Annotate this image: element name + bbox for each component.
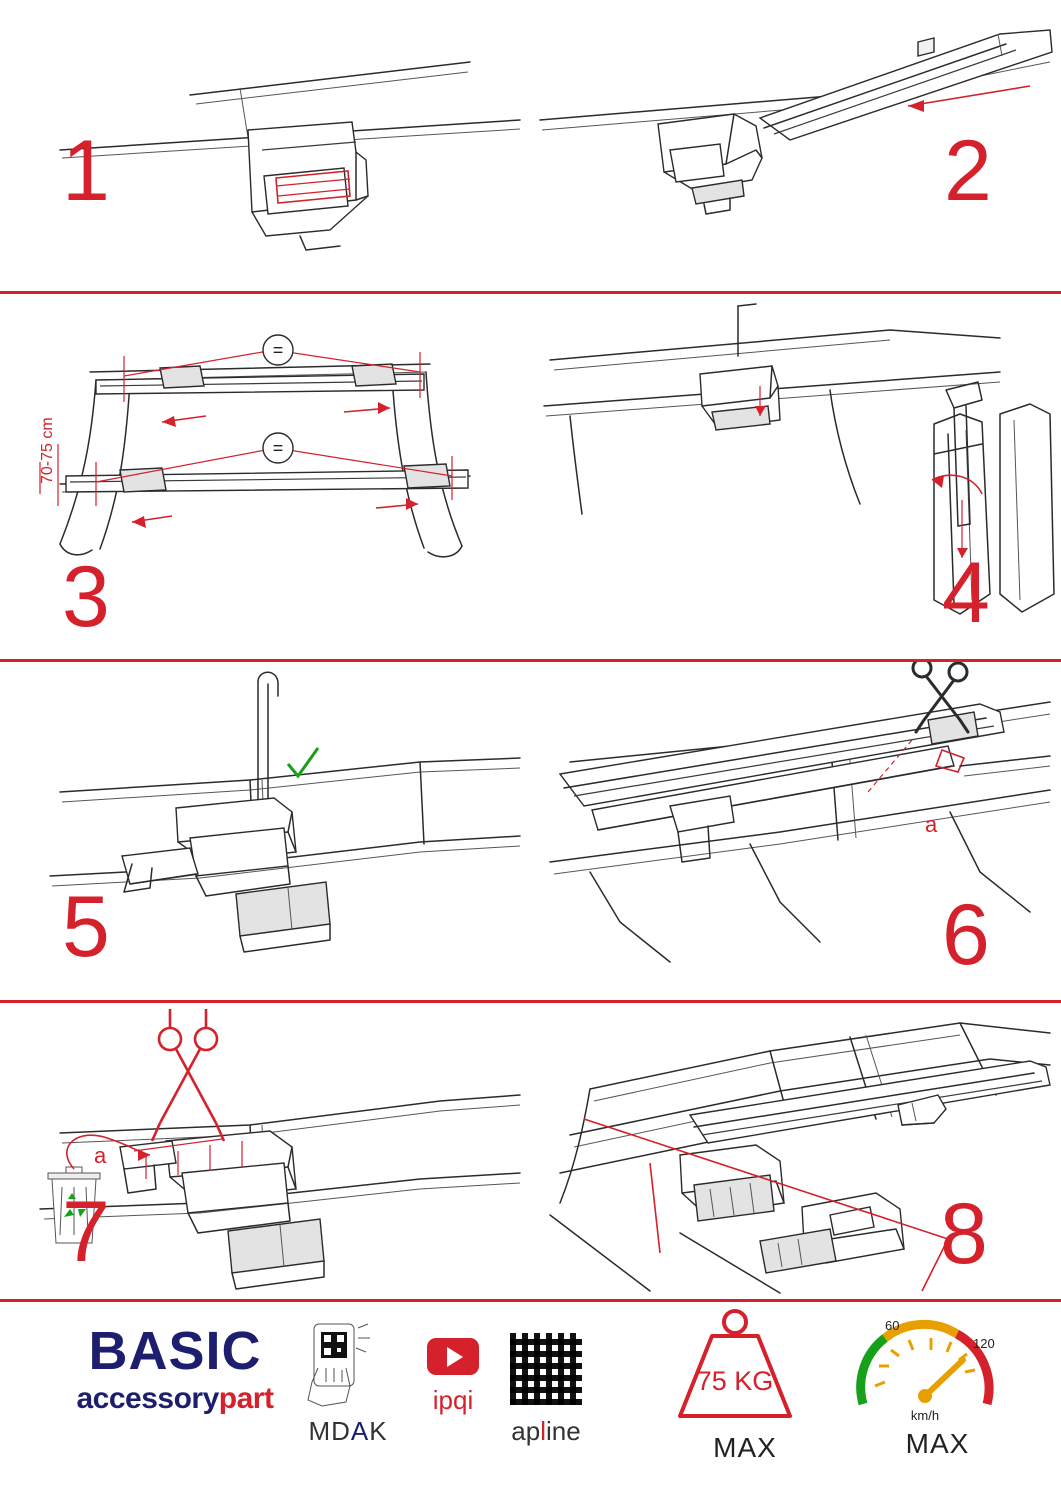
brand-name: BASIC [88, 1321, 262, 1381]
qr-code-icon[interactable] [507, 1330, 585, 1408]
step-number-4: 4 [942, 545, 988, 641]
speedometer-icon [845, 1308, 1005, 1424]
step-number-5: 5 [62, 879, 108, 975]
part-label-a-step7: a [94, 1143, 107, 1168]
speed-tick-60: 60 [885, 1318, 900, 1333]
logo-mdak [288, 1322, 408, 1447]
logo-apline-label: apline [511, 1416, 581, 1446]
brand-subtitle [60, 1382, 290, 1416]
logo-apline [476, 1322, 616, 1447]
step-number-6: 6 [942, 887, 988, 983]
step-panel-7 [0, 1003, 530, 1299]
hand-phone-qr-icon [288, 1322, 378, 1408]
step-panel-8 [530, 1003, 1061, 1299]
step-panel-5 [0, 662, 530, 1000]
brand-block [60, 1320, 290, 1416]
load-value-text: 75 KG [696, 1366, 774, 1396]
load-max-label: MAX [713, 1432, 777, 1463]
logo-ipqi-label: ipqi [432, 1385, 474, 1415]
part-label-a-step6: a [925, 812, 938, 837]
footer [0, 1300, 1061, 1500]
scissors-icon [152, 1009, 224, 1141]
speed-tick-120: 120 [973, 1336, 995, 1351]
step-number-7: 7 [62, 1184, 108, 1280]
youtube-play-icon[interactable] [427, 1338, 479, 1375]
step-panel-4 [530, 294, 1061, 659]
svg-text:=: = [272, 438, 284, 458]
step-number-1: 1 [62, 123, 108, 219]
step-number-8: 8 [940, 1186, 986, 1282]
step-panel-1 [0, 0, 530, 291]
speed-max-label: MAX [905, 1428, 970, 1459]
weight-icon [660, 1308, 810, 1428]
brand-subtitle-first: accessory [76, 1382, 219, 1415]
speed-limit-block [845, 1308, 1030, 1460]
step-panel-6 [530, 662, 1061, 1000]
step-panel-2 [530, 0, 1061, 291]
svg-text:=: = [272, 340, 284, 360]
speed-unit-label: km/h [910, 1408, 940, 1423]
load-limit-block [660, 1308, 830, 1464]
dimension-label: 70-75 cm [39, 417, 56, 484]
step-number-2: 2 [944, 123, 990, 219]
step-number-3: 3 [62, 549, 108, 645]
brand-subtitle-second: part [218, 1382, 274, 1415]
step-panel-3 [0, 294, 530, 659]
logo-mdak-label: MDAK [308, 1416, 388, 1446]
